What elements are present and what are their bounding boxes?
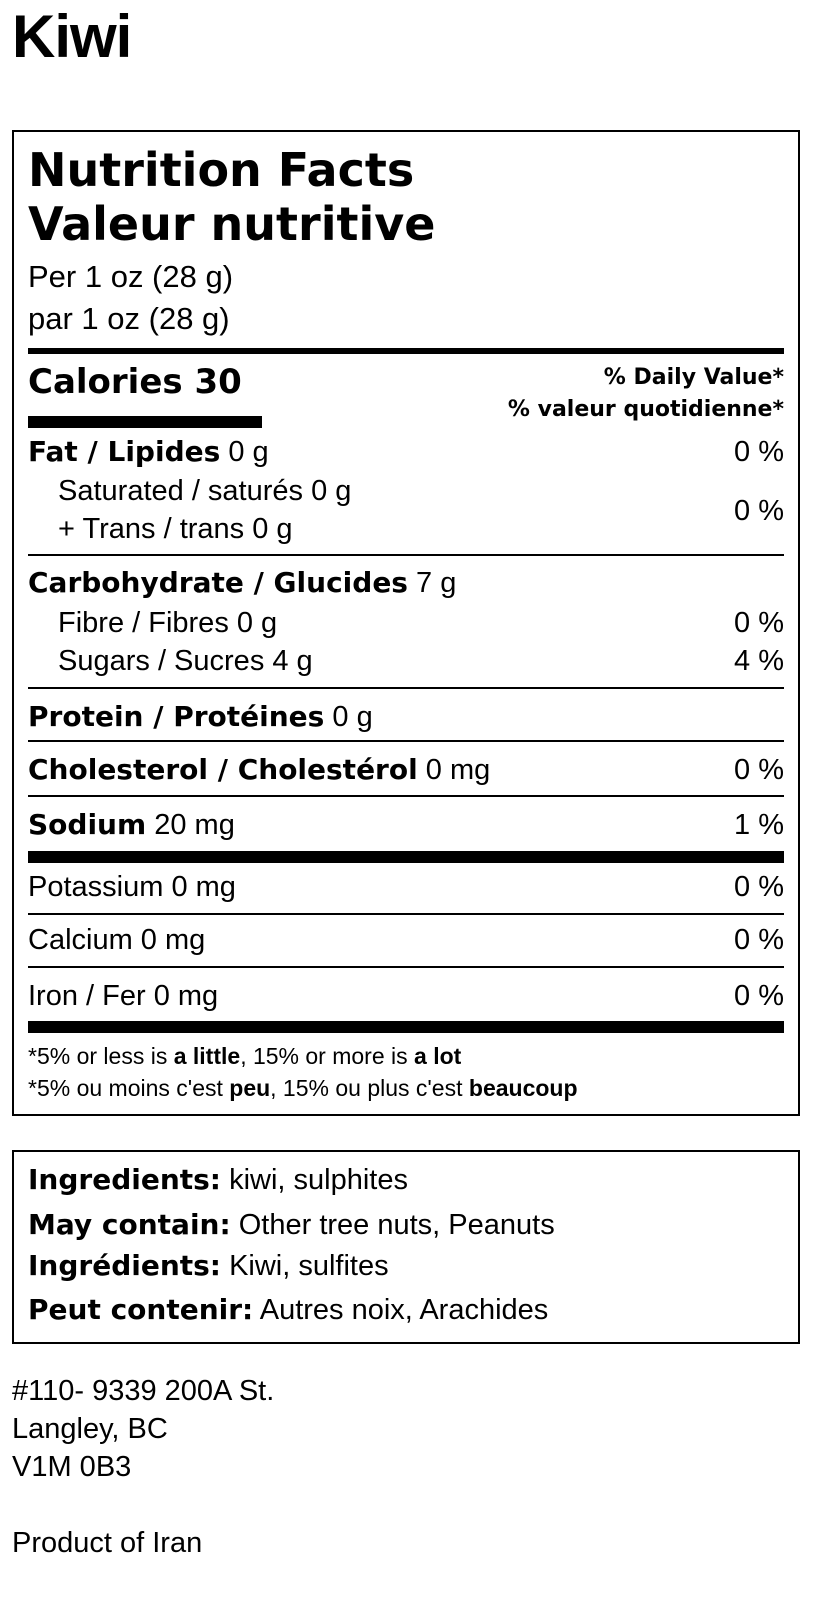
footnote-fr-bold: beaucoup [468,1075,578,1101]
cholesterol-row [28,753,784,787]
address-line-2: Langley, BC [12,1413,168,1445]
product-title: Kiwi [12,3,132,70]
footnote-fr-text: *5% ou moins c'est [28,1075,230,1101]
ingredients-en-label: Ingredients: [28,1163,222,1196]
daily-value-fr: % valeur quotidienne* [507,397,784,422]
footnote-en-bold: a lot [414,1043,462,1069]
carb-row [28,566,784,600]
may-contain-label: May contain: [28,1208,231,1241]
divider [28,966,784,968]
fibre-row [58,606,784,640]
calories: Calories 30 [28,362,242,402]
heading-fr: Valeur nutritive [28,197,436,251]
serving-size-fr: par 1 oz (28 g) [28,301,230,336]
protein-label: Protein / Protéines [28,700,325,733]
calcium-pct: 0 % [734,924,784,956]
potassium-row [28,870,784,904]
carb-label: Carbohydrate / Glucides [28,566,408,599]
address-line-1: #110- 9339 200A St. [12,1375,275,1407]
trans-row: + Trans / trans 0 g [58,513,293,545]
peut-contenir [28,1292,548,1328]
cholesterol-pct: 0 % [734,754,784,786]
may-contain-value: Other tree nuts, Peanuts [238,1209,555,1241]
iron-pct: 0 % [734,980,784,1012]
sugars-label: Sugars / Sucres 4 g [58,645,313,677]
footnote-fr [28,1072,578,1104]
ingredients-en-value: kiwi, sulphites [229,1164,408,1196]
sodium-row [28,808,784,842]
footnote-en-bold: a little [173,1043,241,1069]
iron-label: Iron / Fer 0 mg [28,980,219,1012]
footnote-en [28,1040,461,1072]
peut-contenir-label: Peut contenir: [28,1293,254,1326]
thick-divider [28,851,784,863]
divider [28,740,784,742]
divider [28,554,784,556]
ingredients-fr [28,1248,389,1284]
may-contain [28,1207,555,1243]
footnote-fr-text: , 15% ou plus c'est [270,1075,469,1101]
sugars-row [58,644,784,678]
ingredients-fr-value: Kiwi, sulfites [229,1250,389,1282]
sodium-amount: 20 mg [154,809,235,841]
thick-divider [28,348,784,354]
potassium-pct: 0 % [734,871,784,903]
peut-contenir-value: Autres noix, Arachides [259,1294,549,1326]
ingredients-box [12,1150,800,1344]
divider [28,913,784,915]
footnote-en-text: , 15% or more is [240,1043,415,1069]
sodium-pct: 1 % [734,809,784,841]
protein-row [28,700,784,734]
sugars-pct: 4 % [734,645,784,677]
country-of-origin: Product of Iran [12,1527,203,1559]
saturated-row: Saturated / saturés 0 g [58,475,352,507]
cholesterol-amount: 0 mg [425,754,491,786]
fat-row [28,435,784,469]
thick-divider [28,1021,784,1033]
iron-row [28,979,784,1013]
nutrition-facts-table [12,130,800,1116]
carb-amount: 7 g [416,567,457,599]
protein-amount: 0 g [332,701,373,733]
footnote-en-text: *5% or less is [28,1043,174,1069]
daily-value-header [508,362,784,426]
fibre-pct: 0 % [734,607,784,639]
sodium-label: Sodium [28,808,147,841]
heading-en: Nutrition Facts [28,143,415,197]
ingredients-fr-label: Ingrédients: [28,1249,222,1282]
calcium-label: Calcium 0 mg [28,924,206,956]
sat-trans-pct: 0 % [734,495,784,527]
fat-pct: 0 % [734,436,784,468]
calories-underline [28,416,262,428]
daily-value-en: % Daily Value* [603,365,784,390]
potassium-label: Potassium 0 mg [28,871,236,903]
cholesterol-label: Cholesterol / Cholestérol [28,753,418,786]
fat-label: Fat / Lipides [28,435,221,468]
ingredients-en [28,1162,408,1198]
divider [28,795,784,797]
calcium-row [28,923,784,957]
fibre-label: Fibre / Fibres 0 g [58,607,278,639]
footnote-fr-bold: peu [229,1075,271,1101]
address-line-3: V1M 0B3 [12,1451,132,1483]
serving-size-en: Per 1 oz (28 g) [28,259,234,294]
fat-amount: 0 g [228,436,269,468]
divider [28,687,784,689]
